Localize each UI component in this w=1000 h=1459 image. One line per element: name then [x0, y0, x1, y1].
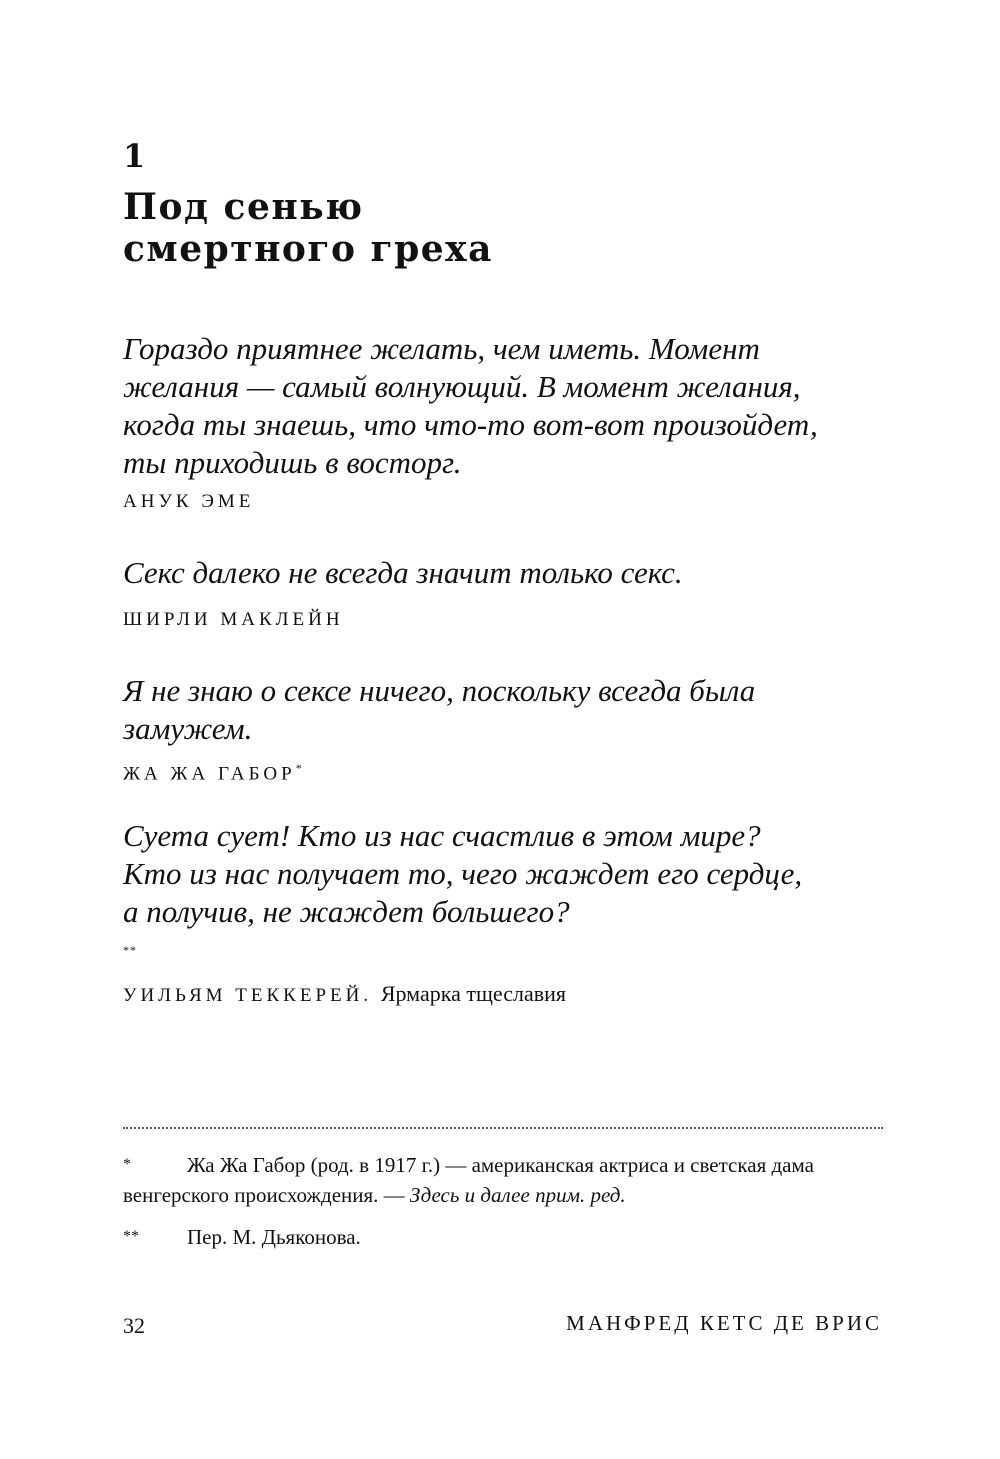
epigraph-aimee: [123, 330, 883, 516]
quote-line: Суета сует! Кто из нас счастлив в этом мире?: [123, 818, 761, 853]
footnote-mark: **: [123, 1228, 139, 1245]
epigraph-author: [123, 980, 883, 1010]
author-name: УИЛЬЯМ ТЕККЕРЕЙ.: [123, 985, 373, 1007]
chapter-title: [123, 186, 493, 270]
quote-line: желания — самый волнующий. В момент желания,: [123, 369, 801, 404]
epigraph-author: АНУК ЭМЕ: [123, 491, 255, 512]
footnote-1: [123, 1150, 883, 1210]
epigraph-quote: [123, 817, 883, 974]
chapter-number: 1: [123, 137, 146, 175]
epigraph-author: ШИРЛИ МАКЛЕЙН: [123, 609, 344, 630]
editor-note: Здесь и далее прим. ред.: [409, 1183, 626, 1207]
epigraph-author: [123, 754, 883, 788]
quote-line: Секс далеко не всегда значит только секс.: [123, 555, 683, 590]
quote-line: ты приходишь в восторг.: [123, 445, 462, 480]
footnote-marker: **: [123, 943, 137, 957]
quote-line: Гораздо приятнее желать, чем иметь. Момент: [123, 331, 760, 366]
page-number: 32: [123, 1313, 145, 1338]
quote-line: Я не знаю о сексе ничего, поскольку всегда была: [123, 673, 756, 708]
footnote-mark: *: [123, 1156, 131, 1173]
epigraph-quote: [123, 554, 883, 592]
footnote-text: Жа Жа Габор (род. в 1917 г.) — американская актриса и светская дама венгерского происхождения. —: [123, 1153, 814, 1207]
quote-line: Кто из нас получает то, чего жаждет его сердце,: [123, 856, 803, 891]
epigraph-quote: [123, 330, 883, 482]
footnote-marker: *: [295, 761, 303, 775]
quote-line: когда ты знаешь, что что-то вот-вот произойдет,: [123, 407, 818, 442]
epigraph-gabor: [123, 672, 883, 788]
epigraph-quote: [123, 672, 883, 748]
footnote-text: Пер. М. Дьяконова.: [187, 1225, 361, 1249]
footnote-2: [123, 1222, 883, 1252]
chapter-title-line: смертного греха: [123, 228, 493, 270]
epigraph-maclaine: [123, 554, 883, 634]
running-head-author: МАНФРЕД КЕТС ДЕ ВРИС: [566, 1311, 882, 1335]
author-name: ЖА ЖА ГАБОР: [123, 763, 296, 785]
work-title: Ярмарка тщеславия: [380, 981, 566, 1007]
quote-line: замужем.: [123, 711, 253, 746]
quote-line-text: а получив, не жаждет большего?: [123, 894, 570, 929]
chapter-title-line: Под сенью: [123, 186, 364, 228]
epigraph-thackeray: [123, 817, 883, 1010]
quote-line: [123, 893, 883, 974]
footnote-divider: [123, 1127, 883, 1129]
